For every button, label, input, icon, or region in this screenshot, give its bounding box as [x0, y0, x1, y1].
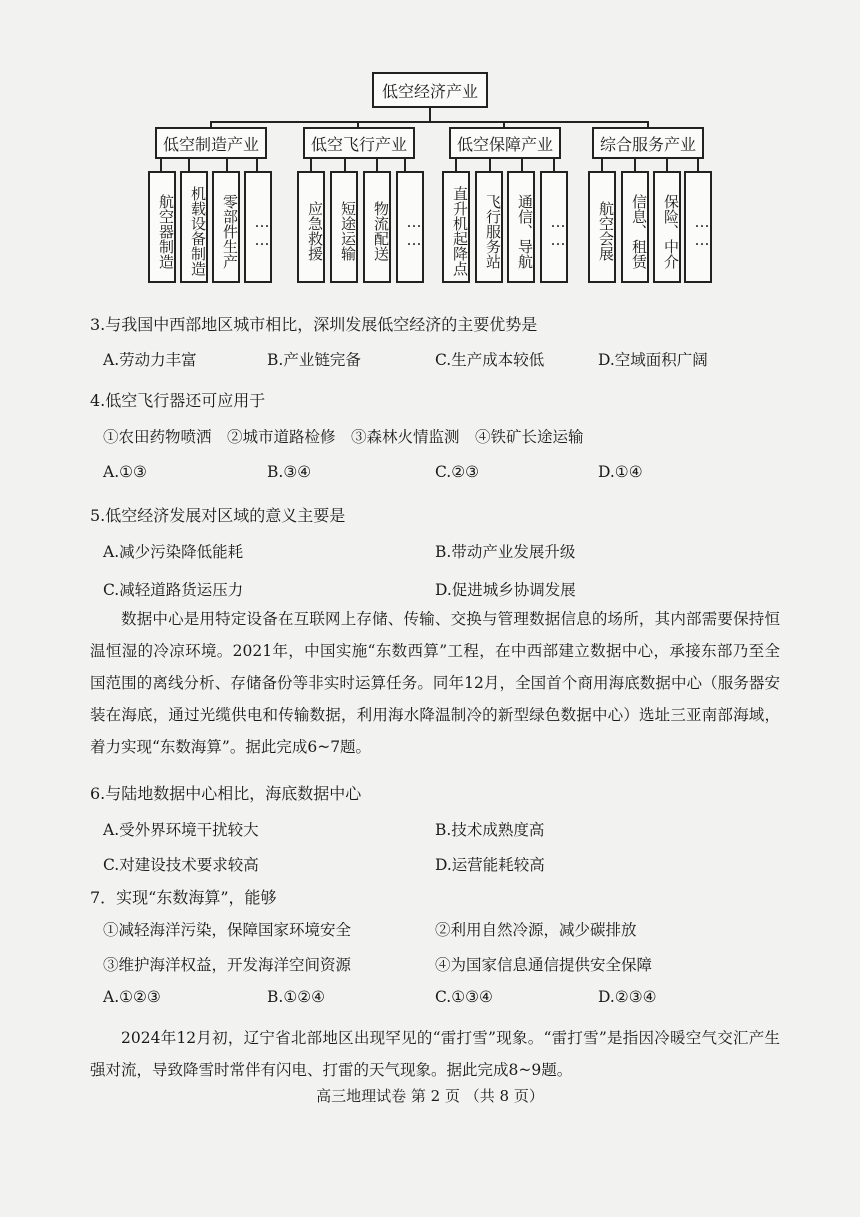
item-box: 应急救援 [297, 171, 325, 283]
item-box: 航空器制造 [148, 171, 176, 283]
question-4-stem: 4.低空飞行器还可应用于 [90, 391, 266, 410]
connector [160, 159, 162, 171]
connector [455, 159, 457, 171]
item-box: …… [396, 171, 424, 283]
question-4-option-b: B.③④ [267, 463, 312, 481]
question-6-option-c: C.对建设技术要求较高 [103, 856, 259, 874]
connector [344, 159, 346, 171]
connector [697, 159, 699, 171]
question-7-statement-4: ④为国家信息通信提供安全保障 [435, 956, 653, 974]
category-box: 低空制造产业 [155, 127, 267, 159]
connector [553, 159, 555, 171]
question-7-option-c: C.①③④ [435, 988, 493, 1006]
item-box: …… [540, 171, 568, 283]
diagram-root: 低空经济产业 [372, 72, 488, 108]
category-box: 低空保障产业 [449, 127, 561, 159]
page-footer: 高三地理试卷 第 2 页 （共 8 页） [316, 1087, 544, 1105]
connector [521, 159, 523, 171]
item-box: 机载设备制造 [180, 171, 208, 283]
question-4-option-d: D.①④ [598, 463, 643, 481]
question-5-option-d: D.促进城乡协调发展 [435, 581, 576, 599]
item-box: 信息、租赁 [621, 171, 649, 283]
item-box: 飞行服务站 [475, 171, 503, 283]
connector [601, 159, 603, 171]
question-6-option-b: B.技术成熟度高 [435, 821, 545, 839]
question-3-stem: 3.与我国中西部地区城市相比，深圳发展低空经济的主要优势是 [90, 315, 538, 334]
category-box: 综合服务产业 [592, 127, 704, 159]
item-box: …… [244, 171, 272, 283]
item-box: 短途运输 [330, 171, 358, 283]
item-box: …… [684, 171, 712, 283]
connector [256, 159, 258, 171]
question-4-option-c: C.②③ [435, 463, 480, 481]
question-7-statement-2: ②利用自然冷源，减少碳排放 [435, 921, 637, 939]
connector [429, 108, 431, 122]
question-7-statement-1: ①减轻海洋污染，保障国家环境安全 [103, 921, 352, 939]
question-5-option-c: C.减轻道路货运压力 [103, 581, 244, 599]
question-4-statements: ①农田药物喷洒 ②城市道路检修 ③森林火情监测 ④铁矿长途运输 [103, 428, 584, 446]
question-7-statement-3: ③维护海洋权益，开发海洋空间资源 [103, 956, 352, 974]
question-7-option-d: D.②③④ [598, 988, 657, 1006]
question-7-stem: 7．实现“东数海算”，能够 [90, 888, 277, 907]
connector [666, 159, 668, 171]
question-4-option-a: A.①③ [103, 463, 147, 481]
connector [310, 159, 312, 171]
question-3-option-a: A.劳动力丰富 [103, 351, 197, 369]
item-box: 物流配送 [363, 171, 391, 283]
question-3-option-c: C.生产成本较低 [435, 351, 545, 369]
question-5-option-b: B.带动产业发展升级 [435, 543, 576, 561]
connector [634, 159, 636, 171]
connector [489, 159, 491, 171]
connector [188, 159, 190, 171]
connector [376, 159, 378, 171]
passage-thunder-snow: 2024年12月初，辽宁省北部地区出现罕见的“雷打雪”现象。“雷打雪”是指因冷暖空气交汇产生强对流，导致降雪时常伴有闪电、打雷的天气现象。据此完成8~9题。 [90, 1029, 780, 1079]
question-7-option-a: A.①②③ [103, 988, 161, 1006]
question-6-option-d: D.运营能耗较高 [435, 856, 545, 874]
question-5-stem: 5.低空经济发展对区域的意义主要是 [90, 506, 346, 525]
question-6-stem: 6.与陆地数据中心相比，海底数据中心 [90, 784, 362, 803]
question-5-option-a: A.减少污染降低能耗 [103, 543, 244, 561]
connector [226, 159, 228, 171]
item-box: 保险、中介 [653, 171, 681, 283]
item-box: 航空会展 [588, 171, 616, 283]
question-6-option-a: A.受外界环境干扰较大 [103, 821, 259, 839]
connector [210, 121, 649, 123]
connector [404, 159, 406, 171]
question-7-option-b: B.①②④ [267, 988, 326, 1006]
item-box: 零部件生产 [212, 171, 240, 283]
item-box: 通信、导航 [507, 171, 535, 283]
question-3-option-b: B.产业链完备 [267, 351, 361, 369]
category-box: 低空飞行产业 [303, 127, 415, 159]
item-box: 直升机起降点 [442, 171, 470, 283]
question-3-option-d: D.空域面积广阔 [598, 351, 708, 369]
passage-data-center: 数据中心是用特定设备在互联网上存储、传输、交换与管理数据信息的场所，其内部需要保持恒温恒湿的冷凉环境。2021年，中国实施“东数西算”工程，在中西部建立数据中心，承接东部乃至全国范围的离线分析、存储备份等非实时运算任务。同年12月，全国首个商用海底数据中心（服务器安装在海底，通过光缆供电和传输数据，利用海水降温制冷的新型绿色数据中心）选址三亚南部海域，着力实现“东数海算”。据此完成6~7题。 [90, 610, 780, 756]
